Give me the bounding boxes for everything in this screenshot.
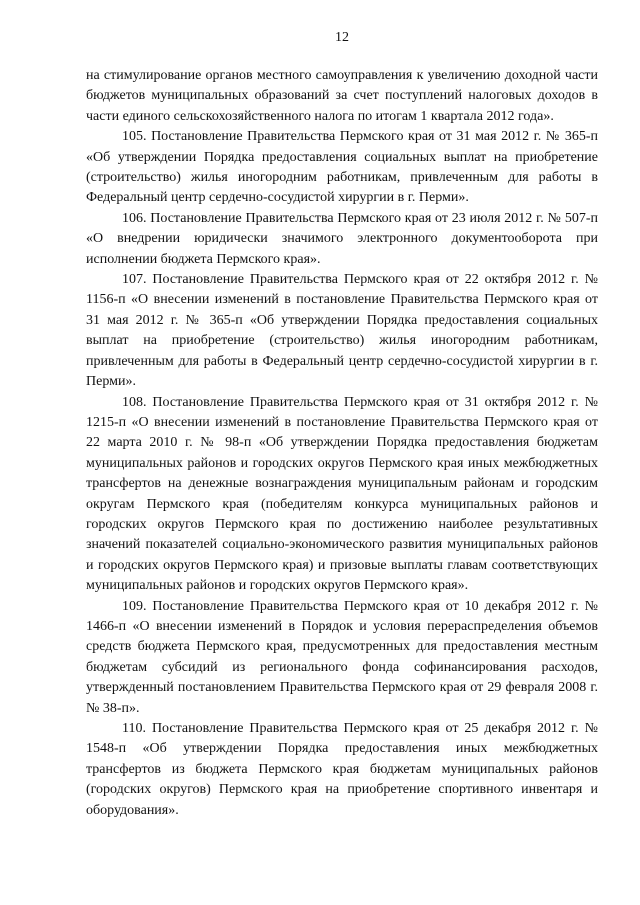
page-number: 12 [335, 30, 349, 45]
paragraph-item-107: 107. Постановление Правительства Пермского края от 22 октября 2012 г. № 1156-п «О внесении изменений в постановление Правительства Пермского края от 31 мая 2012 г. № 365-п «Об утверждении Порядка предоставления социальных выплат на приобретение (строительство) жилья иногородним работникам, привлеченным для работы в Федеральный центр сердечно-сосудистой хирургии в г. Перми». [86, 272, 598, 390]
paragraph-item-105: 105. Постановление Правительства Пермского края от 31 мая 2012 г. № 365-п «Об утверждении Порядка предоставления социальных выплат на приобретение (строительство) жилья иногородним работникам, привлеченным для работы в Федеральный центр сердечно-сосудистой хирургии в г. Перми». [86, 129, 598, 206]
paragraph-continuation: на стимулирование органов местного самоуправления к увеличению доходной части бюджетов муниципальных образований за счет поступлений налоговых доходов в части единого сельскохозяйственного налога по итогам 1 квартала 2012 года». [86, 68, 598, 124]
paragraph-item-108: 108. Постановление Правительства Пермского края от 31 октября 2012 г. № 1215-п «О внесении изменений в постановление Правительства Пермского края от 22 марта 2010 г. № 98-п «Об утверждении Порядка предоставления бюджетам муниципальных районов и городских округов Пермского края иных межбюджетных трансфертов на денежные вознаграждения муниципальным районам и городским округам Пермского края (победителям конкурса муниципальных районов и городских округов Пермского края по достижению наиболее результативных значений показателей социально-экономического развития муниципальных районов и городских округов Пермского края) и призовые выплаты главам соответствующих муниципальных районов и городских округов Пермского края». [86, 394, 598, 594]
paragraph-item-110: 110. Постановление Правительства Пермского края от 25 декабря 2012 г. № 1548-п «Об утверждении Порядка предоставления иных межбюджетных трансфертов из бюджета Пермского края бюджетам муниципальных районов (городских округов) Пермского края на приобретение спортивного инвентаря и оборудования». [86, 721, 598, 818]
document-page [86, 28, 598, 821]
paragraph-item-106: 106. Постановление Правительства Пермского края от 23 июля 2012 г. № 507-п «О внедрении юридически значимого электронного документооборота при исполнении бюджета Пермского края». [86, 210, 598, 267]
paragraph-item-109: 109. Постановление Правительства Пермского края от 10 декабря 2012 г. № 1466-п «О внесении изменений в Порядок и условия перераспределения объемов средств бюджета Пермского края, предусмотренных для предоставления местным бюджетам субсидий из регионального фонда софинансирования расходов, утвержденный постановлением Правительства Пермского края от 29 февраля 2008 г. № 38-п». [86, 598, 598, 716]
